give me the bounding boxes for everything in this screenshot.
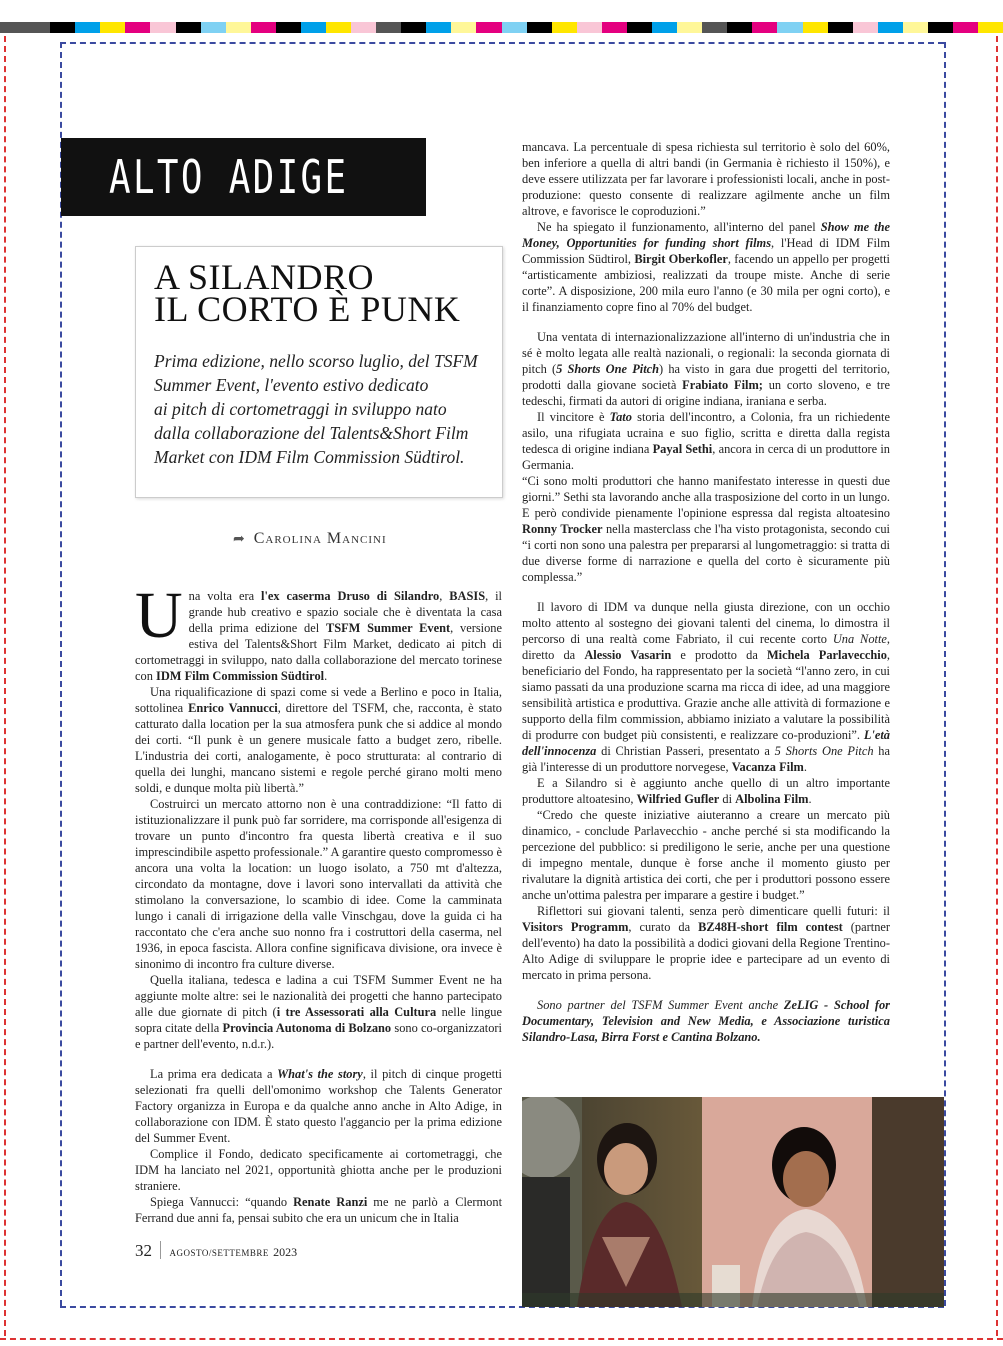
text-run: “Credo che queste iniziative aiuteranno a creare un mercato più dinamico, - conclude Parlavecchio - anche perché si sta modificando la percezione del pubblico: si prediligono le serie, anche per una questione di impegno mentale, dunque è forse anche il momento giusto per rivalutare la dignità artistica dei corti, che per i produttori possono essere anche un'ottima palestra per imparare a gestire i budget.” [522, 808, 890, 902]
paragraph [135, 796, 502, 972]
paragraph [522, 473, 890, 585]
color-swatch [0, 22, 25, 33]
color-swatch [376, 22, 401, 33]
color-swatch [652, 22, 677, 33]
color-swatch [928, 22, 953, 33]
color-swatch [176, 22, 201, 33]
text-run: IDM Film Commission Südtirol [156, 669, 325, 683]
text-run: di Christian Passeri, presentato a [596, 744, 775, 758]
color-swatch [476, 22, 501, 33]
color-swatch [527, 22, 552, 33]
text-run: BZ48H-short film contest [698, 920, 843, 934]
text-run: , beneficiario del Fondo, ha rappresentato per la società “l'anno zero, in cui siamo passati da una produzione scarna ma ricca di idee, ad una maggiore sensibilità artistica e produttiva. Grazie anche alle attività di formazione e supporto della film commission, abbiamo iniziato a valutare la possibilità di produrre con budget più consistenti, e realizzare co-produzioni”. [522, 648, 891, 742]
color-swatch [426, 22, 451, 33]
paragraph [135, 972, 502, 1052]
color-swatch [150, 22, 175, 33]
text-run: me ne parlò a Clermont Ferrand due anni fa, pensai subito che era un unicum che in Italia [135, 1195, 503, 1225]
bleed-frame-left [60, 42, 62, 1306]
color-swatch [451, 22, 476, 33]
color-swatch [326, 22, 351, 33]
text-run: Tato [609, 410, 632, 424]
text-run: Albolina Film [735, 792, 809, 806]
color-swatch [978, 22, 1003, 33]
print-color-bar [0, 22, 1003, 33]
text-run: 5 Shorts One Pitch [556, 362, 660, 376]
text-run: , [439, 589, 450, 603]
text-run: Sono partner del TSFM Summer Event anche [537, 998, 784, 1012]
text-run: i tre Assessorati alla Cultura [276, 1005, 437, 1019]
color-swatch [777, 22, 802, 33]
color-swatch [226, 22, 251, 33]
text-run: (partner dell'evento) ha dato la possibilità a dodici giovani della Regione Trentino-Alto Adige di sviluppare le proprie idee e partecipare ad un evento di mercato in prima persona. [522, 920, 891, 982]
issue-year: 2023 [273, 1245, 298, 1259]
text-run: Birgit Oberkofler [634, 252, 728, 266]
bleed-frame-top [60, 42, 944, 44]
text-run: Ne ha spiegato il funzionamento, all'interno del panel [537, 220, 821, 234]
paragraph [135, 1194, 502, 1226]
text-run: l'ex caserma Druso di Silandro [261, 589, 440, 603]
color-swatch [125, 22, 150, 33]
color-swatch [853, 22, 878, 33]
cut-line-left [4, 36, 6, 1336]
text-run: e prodotto da [671, 648, 767, 662]
text-run: E a Silandro si è aggiunto anche quello di un altro importante produttore altoatesino, [522, 776, 890, 806]
color-swatch [577, 22, 602, 33]
color-swatch [351, 22, 376, 33]
text-run: Payal Sethi [652, 442, 713, 456]
text-run: Enrico Vannucci [188, 701, 278, 715]
text-run: Spiega Vannucci: “quando [150, 1195, 294, 1209]
color-swatch [75, 22, 100, 33]
text-run: L'età dell'innocenza [522, 728, 890, 758]
text-run: Ronny Trocker [522, 522, 603, 536]
color-swatch [878, 22, 903, 33]
text-run: Costruirci un mercato attorno non è una contraddizione: “Il fatto di istituzionalizzare il punk può far sorridere, ma corrisponde all'esigenza di trovare un punto d'incontro fra questa libertà creativa e il suo imprescindibile aspetto professionale.” A garantire questo compromesso è ancora una volta la location: un luogo isolato, a 750 mt d'altezza, circondato da montagne, dove i lavori sono intervallati da attività che stimolano la conversazione, lo scambio di idee. Come la camminata lungo i canali di irrigazione della valle Vinschgau, dove la guida ci ha raccontato che c'era anche suo nonno fra i costruttori della caserma, nel 1936, in epoca fascista. Allora confine significava divisione, ora invece è sinonimo di incontro fra culture diverse. [135, 797, 502, 971]
text-run: . [803, 760, 807, 774]
text-run: nella masterclass che l'ha visto protagonista, secondo cui “i corti non sono una palestra per prepararsi al lungometraggio: si tratta di due diverse forme di narrazione e quella del corto è sicuramente più complessa.” [522, 522, 890, 584]
text-run: . [808, 792, 812, 806]
text-run: Renate Ranzi [293, 1195, 368, 1209]
paragraph [522, 775, 890, 807]
author-name: Carolina Mancini [253, 530, 387, 547]
paragraph [522, 329, 890, 409]
text-run: Riflettori sui giovani talenti, senza però dimenticare quelli futuri: il [537, 904, 890, 918]
page-number: 32 [135, 1241, 152, 1260]
text-run: Wilfried Gufler [636, 792, 720, 806]
text-run: Il lavoro di IDM va dunque nella giusta direzione, con un occhio molto attento al sostegno dei giovani talenti del cinema, lo dimostra il percorso di una realtà come Fabriato, il cui recente corto [522, 600, 890, 646]
text-run: BASIS [449, 589, 486, 603]
text-run: 5 Shorts One Pitch [774, 744, 874, 758]
color-swatch [828, 22, 853, 33]
text-run: , il grande hub creativo e spazio sociale che è diventata la casa della prima edizione del [188, 589, 502, 635]
text-run: di [719, 792, 736, 806]
text-run: Frabiato Film; [682, 378, 763, 392]
text-run: Provincia Autonoma di Bolzano [222, 1021, 392, 1035]
color-swatch [201, 22, 226, 33]
issue-month: AGOSTO/SETTEMBRE [169, 1248, 269, 1258]
color-swatch [677, 22, 702, 33]
text-run: What's the story [277, 1067, 363, 1081]
text-run: Il vincitore è [537, 410, 610, 424]
cut-line-right [996, 36, 998, 1336]
text-run: . [324, 669, 328, 683]
article-title: A SILANDRO IL CORTO È PUNK [154, 257, 461, 329]
text-run: na volta era [188, 589, 262, 603]
page-footer [135, 1241, 297, 1261]
paragraph [522, 807, 890, 903]
paragraph [522, 599, 890, 775]
text-run: un corto sloveno, e tre tedeschi, firmati da autori di origine indiana, iraniana e serba. [522, 378, 890, 408]
color-swatch [803, 22, 828, 33]
paragraph [135, 684, 502, 796]
paragraph [135, 1146, 502, 1194]
text-run: ZeLIG - School for Documentary, Television and New Media, e Associazione turistica Silandro-Lasa, Birra Forst e Cantina Bolzano. [522, 998, 890, 1044]
text-run: Quella italiana, tedesca e ladina a cui TSFM Summer Event ne ha aggiunte molte altre: sei le nazionalità dei progetti che hanno partecipato alle due giornate di pitch ( [135, 973, 502, 1019]
color-swatch [25, 22, 50, 33]
color-swatch [752, 22, 777, 33]
section-tag [61, 138, 426, 216]
text-run: ha già l'interesse di un produttore norvegese, [522, 744, 891, 774]
color-swatch [251, 22, 276, 33]
text-run: , versione estiva del Talents&Short Film Market, dedicato ai pitch di cortometraggi in sviluppo, nato dalla collaborazione del mercato torinese con [135, 621, 502, 683]
title-box [135, 246, 503, 498]
color-swatch [602, 22, 627, 33]
color-swatch [502, 22, 527, 33]
text-run: La prima era dedicata a [150, 1067, 278, 1081]
text-run: Una Notte [832, 632, 887, 646]
text-column-left [135, 579, 503, 1226]
text-run: Alessio Vasarin [584, 648, 672, 662]
paragraph [135, 1066, 502, 1146]
text-run: , curato da [628, 920, 699, 934]
color-swatch [552, 22, 577, 33]
text-run: nelle lingue sopra citate della [135, 1005, 502, 1035]
photo-two-women-laughing [522, 1097, 944, 1307]
text-run: Una riqualificazione di spazi come si vede a Berlino e poco in Italia, sottolinea [135, 685, 502, 715]
color-swatch [903, 22, 928, 33]
text-run: , l'Head di IDM Film Commission Südtirol, [522, 236, 890, 266]
section-label: ALTO ADIGE [109, 150, 349, 204]
paragraph [522, 409, 890, 473]
color-swatch [100, 22, 125, 33]
paragraph [135, 579, 502, 684]
text-run: ) ha visto in gara due progetti del territorio, prodotti dalla giovane società [522, 362, 890, 392]
text-run: TSFM Summer Event [325, 621, 451, 635]
text-run: Vacanza Film [731, 760, 804, 774]
text-run: Una ventata di internazionalizzazione all'interno di un'industria che in sé è molto legata alle realtà nazionali, o regionali: la seconda giornata di pitch ( [522, 330, 890, 376]
text-run: , ancora in cerca di un produttore in Germania. [522, 442, 891, 472]
drop-cap: U [135, 579, 183, 652]
color-swatch [301, 22, 326, 33]
paragraph [522, 903, 890, 983]
color-swatch [702, 22, 727, 33]
text-run: , diretto da [522, 632, 891, 662]
byline [233, 530, 387, 548]
color-swatch [727, 22, 752, 33]
color-swatch [276, 22, 301, 33]
color-swatch [401, 22, 426, 33]
paragraph [522, 219, 890, 315]
color-swatch [627, 22, 652, 33]
arrow-right-icon: ➦ [233, 531, 246, 547]
footer-divider [160, 1241, 161, 1259]
bleed-frame-right [944, 42, 946, 1306]
text-run: “Ci sono molti produttori che hanno manifestato interesse in questi due giorni.” Sethi sta lavorando anche alla trasposizione del corto in un lungo. E però condivide pienamente l'opinione espressa dal regista altoatesino [522, 474, 890, 520]
partner-note [522, 997, 890, 1045]
text-run: , direttore del TSFM, che, racconta, è stato catturato dalla location per la sua atmosfera punk che si addice al mondo dei corti. “Il punk è un genere musicale fatto a budget zero, ribelle. L'industria dei corti, analogamente, è poco strutturata: al contrario di quella dei lunghi, mancano sistemi e regole perché girano molti meno soldi, e dunque molta più libertà.” [135, 701, 502, 795]
text-run: Complice il Fondo, dedicato specificamente ai cortometraggi, che IDM ha lanciato nel 2021, opportunità ghiotta anche per le produzioni straniere. [135, 1147, 502, 1193]
text-run: , facendo un appello per progetti “artisticamente ambiziosi, realizzati da troupe miste. Anche di serie corte”. A disposizione, 200 mila euro l'anno (e 30 mila per ogni corto), e il finanziamento copre fino al 70% del budget. [522, 252, 890, 314]
color-swatch [953, 22, 978, 33]
text-run: mancava. La percentuale di spesa richiesta sul territorio è solo del 60%, ben inferiore a quella di altri bandi (in Germania è richiesto il 150%), e deve essere utilizzata per far lavorare i professionisti locali, anche in post-produzione: questo consente di realizzare agilmente anche un film altrove, e favorisce le coproduzioni.” [522, 140, 890, 218]
text-run: Michela Parlavecchio [766, 648, 887, 662]
text-run: , il pitch di cinque progetti selezionati fra quelli dell'omonimo workshop che Talents Generator Factory organizza in Europa e da qualche anno anche in Alto Adige, in collaborazione con IDM. È stato questo l'aggancio per la prima edizione del Summer Event. [135, 1067, 502, 1145]
text-run: Visitors Programm [522, 920, 629, 934]
text-column-right [522, 139, 890, 1045]
article-subtitle: Prima edizione, nello scorso luglio, del TSFM Summer Event, l'evento estivo dedicato ai pitch di cortometraggi in sviluppo nato dalla collaborazione del Talents&Short Film Market con IDM Film Commission Südtirol. [154, 351, 478, 467]
text-run: storia dell'incontro, a Colonia, fra un richiedente asilo, una rifugiata ucraina e suo figlio, scritta e diretta dalla regista tedesca di origine indiana [522, 410, 890, 456]
paragraph [522, 139, 890, 219]
cut-line-bottom [0, 1338, 1003, 1340]
photo [522, 1097, 944, 1307]
color-swatch [50, 22, 75, 33]
text-run: Show me the Money, Opportunities for funding short films [522, 220, 890, 250]
text-run: sono co-organizzatori e partner dell'evento, n.d.r.). [135, 1021, 502, 1051]
